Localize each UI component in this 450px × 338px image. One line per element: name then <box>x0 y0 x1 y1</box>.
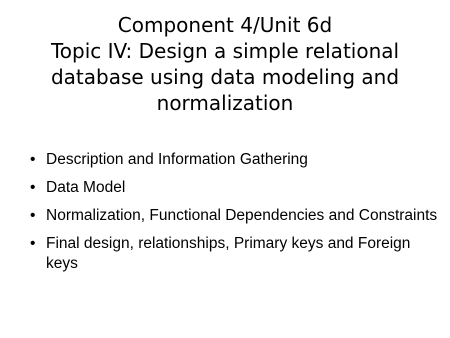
bullet-text: Normalization, Functional Dependencies and Constraints <box>46 207 438 224</box>
bullet-item <box>30 234 442 274</box>
bullet-item <box>30 206 442 226</box>
title-line: database using data modeling and <box>50 65 400 89</box>
bullet-item <box>30 178 442 198</box>
title-line: normalization <box>156 91 294 115</box>
bullet-text: Data Model <box>46 179 126 196</box>
bullet-text: Final design, relationships, Primary keys and Foreign keys <box>46 235 411 272</box>
bullet-icon: • <box>30 151 36 168</box>
bullet-list <box>30 150 442 282</box>
slide-title <box>10 12 440 116</box>
bullet-icon: • <box>30 179 36 196</box>
title-line: Component 4/Unit 6d <box>117 13 333 37</box>
bullet-item <box>30 150 442 170</box>
bullet-icon: • <box>30 235 36 252</box>
bullet-icon: • <box>30 207 36 224</box>
bullet-text: Description and Information Gathering <box>46 151 308 168</box>
title-line: Topic IV: Design a simple relational <box>50 39 400 63</box>
